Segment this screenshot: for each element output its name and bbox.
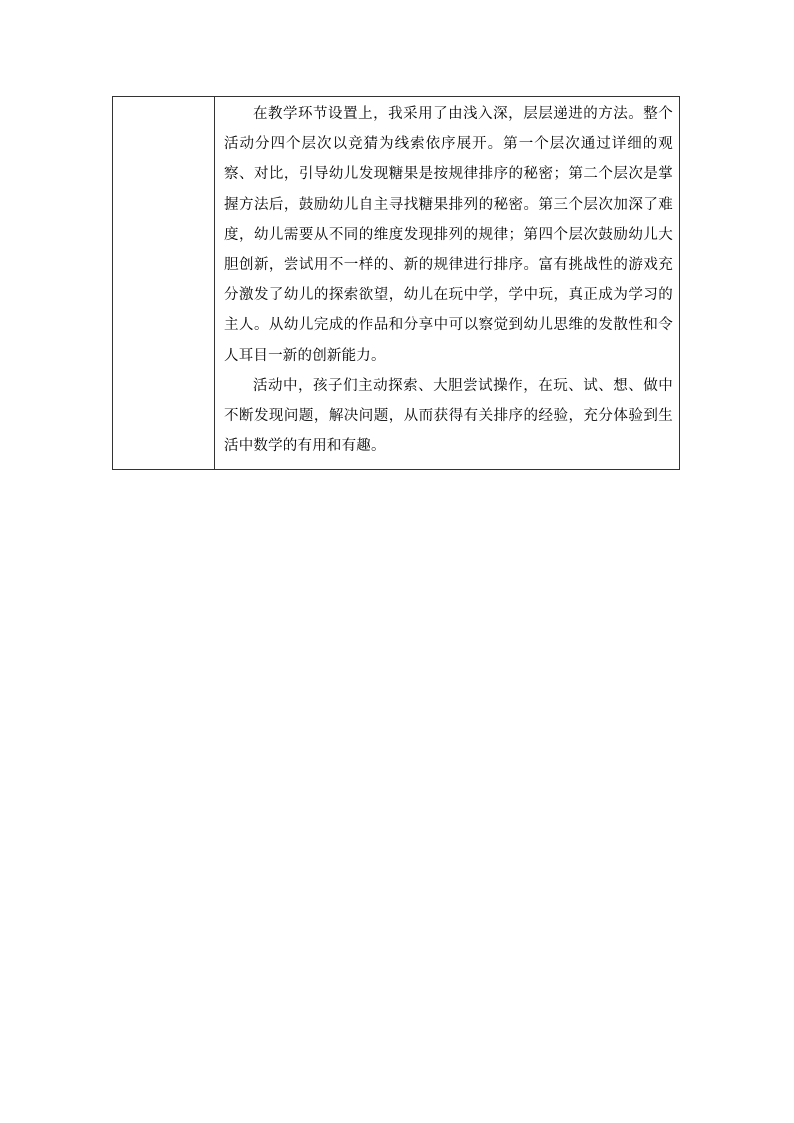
paragraph-teaching-process: 在教学环节设置上，我采用了由浅入深，层层递进的方法。整个活动分四个层次以竞猜为线索依序展开。第一个层次通过详细的观察、对比，引导幼儿发现糖果是按规律排序的秘密；第二个层次是掌握方法后，鼓励幼儿自主寻找糖果排列的秘密。第三个层次加深了难度，幼儿需要从不同的维度发现排列的规律；第四个层次鼓励幼儿大胆创新，尝试用不一样的、新的规律进行排序。富有挑战性的游戏充分激发了幼儿的探索欲望，幼儿在玩中学，学中玩，真正成为学习的主人。从幼儿完成的作品和分享中可以察觉到幼儿思维的发散性和令人耳目一新的创新能力。 — [224, 106, 673, 364]
table-content-cell — [215, 97, 679, 469]
table-label-cell — [113, 97, 215, 469]
paragraph-activity-summary: 活动中，孩子们主动探索、大胆尝试操作，在玩、试、想、做中不断发现问题，解决问题，从而获得有关排序的经验，充分体验到生活中数学的有用和有趣。 — [224, 377, 673, 455]
reflection-table — [112, 96, 680, 470]
